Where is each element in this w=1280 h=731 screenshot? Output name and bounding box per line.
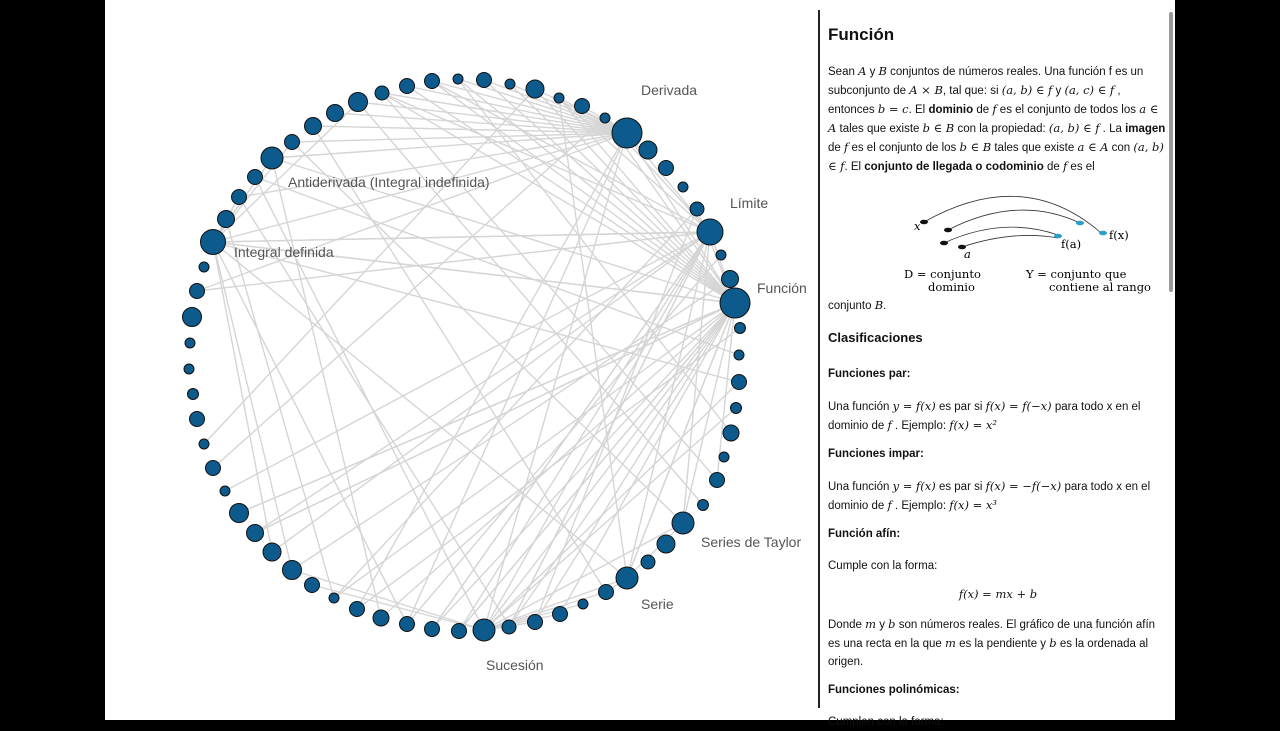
function-mapping-figure — [828, 186, 1164, 294]
graph-node[interactable] — [350, 602, 365, 617]
graph-node[interactable] — [248, 170, 263, 185]
odd-functions-heading: Funciones impar: — [828, 448, 924, 460]
affine-intro: Cumple con la forma: — [828, 560, 938, 572]
text: conjuntos de números reales. Una función f es un subconjunto de — [828, 66, 1144, 97]
text: . Ejemplo: — [891, 500, 950, 512]
text: es la pendiente y — [955, 638, 1050, 650]
graph-node[interactable] — [218, 211, 235, 228]
graph-node[interactable] — [232, 190, 247, 205]
graph-node[interactable] — [190, 284, 205, 299]
graph-node[interactable] — [735, 323, 746, 334]
graph-edge — [509, 232, 710, 627]
math: f — [887, 418, 892, 432]
math: f — [1062, 159, 1068, 173]
affine-formula: f(x) = mx + b — [958, 587, 1038, 601]
label-x: x — [914, 219, 921, 233]
graph-node[interactable] — [639, 141, 657, 159]
graph-node[interactable] — [616, 567, 638, 589]
graph-edge — [213, 102, 359, 242]
text: , tal que: si — [942, 85, 1002, 97]
text: tales que existe — [991, 142, 1078, 154]
math: B — [874, 298, 884, 312]
panel-divider — [818, 10, 820, 708]
text: y — [1052, 85, 1065, 97]
graph-node[interactable] — [612, 118, 642, 148]
polynomial-functions-heading: Funciones polinómicas: — [828, 684, 960, 696]
graph-node[interactable] — [263, 543, 281, 561]
graph-node[interactable] — [710, 473, 725, 488]
graph-node[interactable] — [329, 593, 339, 603]
mapping-arrow — [944, 227, 1058, 243]
graph-node[interactable] — [732, 375, 747, 390]
graph-node[interactable] — [505, 79, 515, 89]
text: tales que existe — [836, 123, 923, 135]
bold-imagen: imagen — [1125, 123, 1166, 135]
graph-node[interactable] — [641, 555, 655, 569]
graph-node[interactable] — [285, 135, 300, 150]
main-stage — [105, 0, 1175, 728]
graph-node[interactable] — [690, 202, 704, 216]
text: . — [883, 300, 887, 312]
math: f(x) = x² — [949, 418, 998, 432]
graph-node[interactable] — [473, 619, 495, 641]
math: f — [992, 102, 997, 116]
label-funcion: Función — [757, 280, 807, 296]
graph-edge — [535, 209, 697, 622]
graph-node[interactable] — [199, 439, 209, 449]
graph-node[interactable] — [575, 99, 590, 114]
graph-node[interactable] — [190, 412, 205, 427]
math: a ∈ A — [1077, 140, 1109, 154]
text: es par si — [935, 401, 986, 413]
graph-node[interactable] — [722, 271, 739, 288]
text: son números reales. El gráfico de una función afín es una recta en la que — [828, 619, 1156, 650]
graph-node[interactable] — [261, 147, 283, 169]
graph-node[interactable] — [184, 364, 194, 374]
range-point — [1099, 231, 1107, 236]
graph-edge — [458, 79, 735, 303]
graph-node[interactable] — [373, 610, 389, 626]
graph-edge — [213, 242, 407, 624]
graph-node[interactable] — [723, 425, 739, 441]
graph-node[interactable] — [201, 230, 226, 255]
graph-edge — [334, 303, 735, 598]
text: para todo x en el dominio de — [828, 401, 1141, 432]
graph-node[interactable] — [188, 389, 199, 400]
text: . La — [1099, 123, 1126, 135]
graph-edge — [484, 303, 735, 630]
graph-node[interactable] — [526, 80, 544, 98]
graph-node[interactable] — [283, 561, 302, 580]
graph-node[interactable] — [554, 93, 564, 103]
graph-node[interactable] — [672, 512, 694, 534]
graph-node[interactable] — [719, 452, 729, 462]
math: b = c — [877, 102, 909, 116]
graph-node[interactable] — [599, 585, 614, 600]
domain-caption-2: dominio — [928, 280, 975, 294]
math: (a, b) ∈ f — [1001, 83, 1053, 97]
text: y — [866, 66, 879, 78]
graph-node[interactable] — [199, 262, 209, 272]
range-caption-2: contiene al rango — [1049, 280, 1151, 294]
graph-edge — [432, 232, 710, 629]
math: m — [945, 636, 956, 650]
math: A — [858, 64, 867, 78]
label-series-taylor: Series de Taylor — [701, 534, 802, 550]
label-limite: Límite — [730, 195, 769, 211]
text: . El — [908, 104, 929, 116]
graph-node[interactable] — [453, 74, 463, 84]
mapping-arrow — [962, 235, 1058, 247]
graph-edge — [272, 158, 381, 618]
graph-node[interactable] — [183, 308, 202, 327]
graph-node[interactable] — [678, 182, 688, 192]
math: A × B — [909, 83, 943, 97]
graph-node[interactable] — [452, 624, 467, 639]
math: a ∈ A — [828, 102, 1159, 135]
label-serie: Serie — [641, 596, 674, 612]
panel-title: Función — [828, 25, 895, 44]
panel-scrollbar[interactable] — [1169, 12, 1173, 292]
text: Sean — [828, 66, 859, 78]
text: de — [1043, 161, 1063, 173]
domain-caption-1: D = conjunto — [904, 267, 981, 281]
label-derivada: Derivada — [641, 82, 698, 98]
text: es par si — [935, 481, 986, 493]
math: (a, b) ∈ f — [1048, 121, 1100, 135]
graph-node[interactable] — [698, 500, 709, 511]
math: f — [887, 498, 892, 512]
graph-node[interactable] — [657, 535, 675, 553]
label-sucesion: Sucesión — [486, 657, 544, 673]
math: f(x) = −f(−x) — [985, 479, 1062, 493]
text: , entonces — [828, 85, 1121, 116]
graph-node[interactable] — [720, 288, 750, 318]
math: (a, b) ∈ f — [828, 140, 1164, 173]
text: es el conjunto de los — [848, 142, 960, 154]
graph-node[interactable] — [206, 461, 221, 476]
range-point — [1076, 221, 1084, 226]
affine-function-heading: Función afín: — [828, 528, 901, 540]
domain-point — [940, 241, 948, 246]
text: es el conjunto de todos los — [996, 104, 1140, 116]
graph-node[interactable] — [528, 615, 543, 630]
graph-node[interactable] — [553, 607, 568, 622]
graph-node[interactable] — [400, 617, 415, 632]
graph-node[interactable] — [659, 161, 674, 176]
graph-node[interactable] — [247, 525, 264, 542]
graph-edge — [459, 303, 735, 631]
math: b ∈ B — [922, 121, 955, 135]
label-fx: f(x) — [1109, 228, 1129, 242]
graph-node[interactable] — [697, 219, 723, 245]
bold-codominio: conjunto de llegada o codominio — [864, 161, 1044, 173]
text: Una función — [828, 401, 893, 413]
math: B — [878, 64, 887, 78]
affine-text — [828, 615, 1168, 671]
text: para todo x en el dominio de — [828, 481, 1151, 512]
text: es la ordenada al origen. — [828, 638, 1149, 668]
label-a: a — [964, 247, 971, 261]
math: y = f(x) — [892, 399, 936, 413]
graph-node[interactable] — [185, 338, 195, 348]
text: con — [1108, 142, 1134, 154]
graph-node[interactable] — [425, 74, 440, 89]
graph-node[interactable] — [600, 113, 610, 123]
graph-node[interactable] — [305, 118, 322, 135]
mapping-arrow — [924, 196, 1100, 232]
math: b ∈ B — [959, 140, 992, 154]
graph-node[interactable] — [425, 622, 440, 637]
label-integral-definida: Integral definida — [234, 244, 334, 260]
info-panel[interactable] — [828, 16, 1168, 728]
graph-node[interactable] — [477, 73, 492, 88]
math: f(x) = f(−x) — [985, 399, 1052, 413]
graph-node[interactable] — [502, 620, 516, 634]
function-definition — [828, 62, 1168, 176]
domain-point — [944, 228, 952, 233]
text: . El — [844, 161, 865, 173]
graph-edge — [255, 177, 739, 355]
classifications-heading: Clasificaciones — [828, 330, 923, 345]
label-fa: f(a) — [1061, 237, 1082, 251]
math: f(x) = x³ — [949, 498, 998, 512]
math: f — [844, 140, 849, 154]
graph-node[interactable] — [375, 86, 389, 100]
domain-point — [920, 220, 928, 225]
math: y = f(x) — [892, 479, 936, 493]
even-functions-heading: Funciones par: — [828, 368, 911, 380]
graph-edge — [627, 523, 683, 578]
math: m — [865, 617, 876, 631]
math: b — [1049, 636, 1057, 650]
graph-node[interactable] — [230, 504, 249, 523]
graph-nodes — [183, 73, 751, 642]
graph-node[interactable] — [734, 350, 744, 360]
graph-node[interactable] — [305, 578, 320, 593]
odd-functions-text — [828, 477, 1168, 515]
graph-node[interactable] — [220, 486, 230, 496]
label-antiderivada: Antiderivada (Integral indefinida) — [288, 174, 490, 190]
math: b — [888, 617, 896, 631]
graph-node[interactable] — [400, 79, 415, 94]
graph-edge — [559, 98, 735, 303]
text: y — [876, 619, 889, 631]
text: con la propiedad: — [954, 123, 1049, 135]
text: es el — [1067, 161, 1095, 173]
graph-edge — [204, 89, 535, 444]
text: Una función — [828, 481, 893, 493]
math: (a, c) ∈ f — [1064, 83, 1115, 97]
graph-node[interactable] — [716, 250, 726, 260]
graph-node[interactable] — [349, 93, 368, 112]
text: conjunto — [828, 300, 875, 312]
text: de — [828, 142, 844, 154]
graph-node[interactable] — [578, 599, 588, 609]
polynomial-intro: Cumplen con la forma: — [828, 716, 944, 728]
range-caption-1: Y = conjunto que — [1026, 267, 1127, 281]
text: . Ejemplo: — [891, 420, 950, 432]
graph-node[interactable] — [327, 105, 344, 122]
text: de — [973, 104, 993, 116]
text: Donde — [828, 619, 866, 631]
bold-dominio: dominio — [928, 104, 974, 116]
even-functions-text — [828, 397, 1168, 435]
concept-network-graph[interactable] — [105, 0, 817, 720]
codomain-continuation — [828, 296, 1168, 315]
graph-node[interactable] — [731, 403, 742, 414]
